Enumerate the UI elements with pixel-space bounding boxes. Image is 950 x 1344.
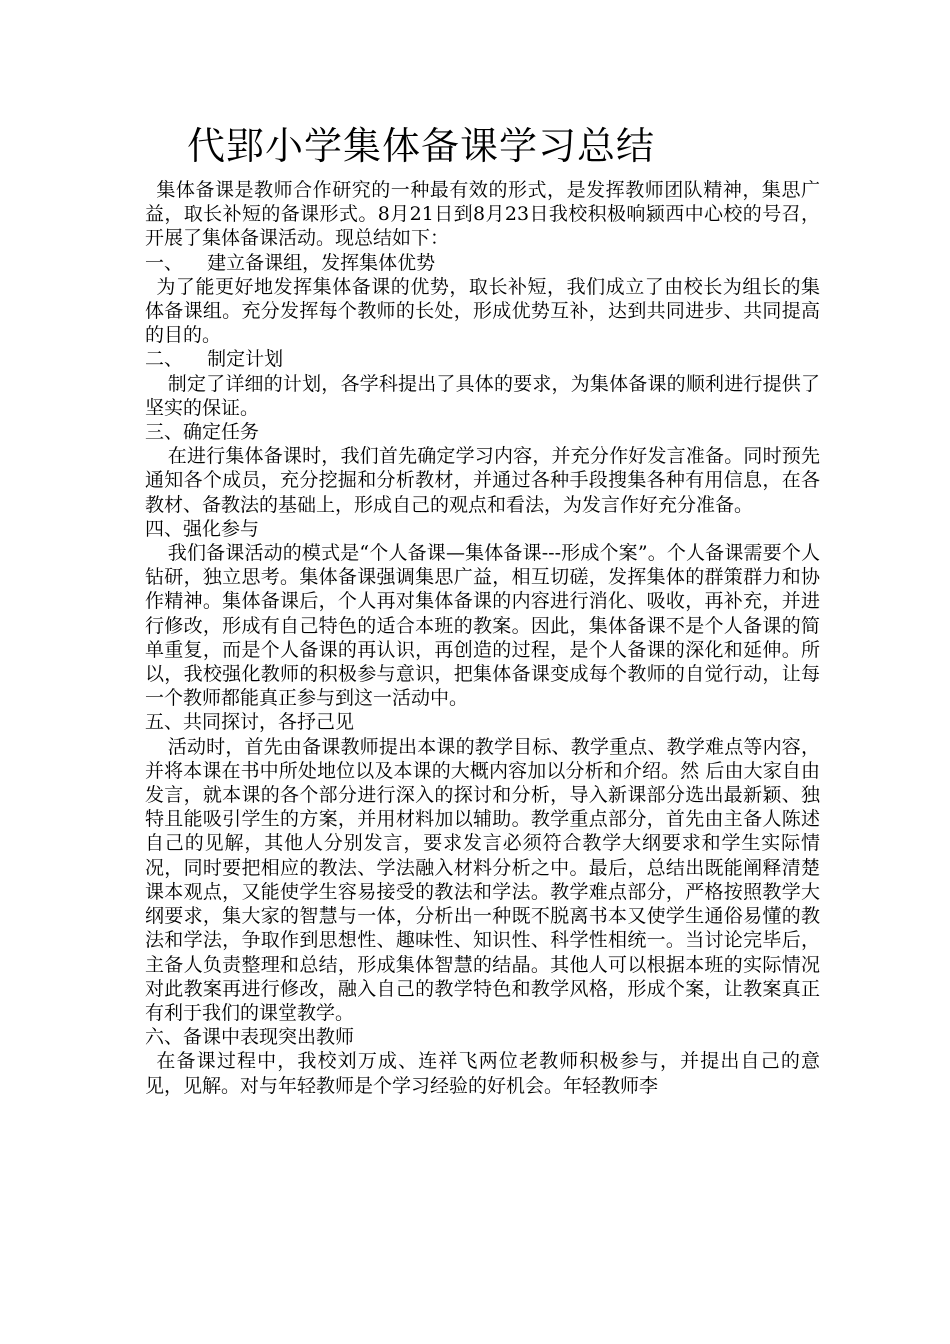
section-body-6: 在备课过程中，我校刘万成、连祥飞两位老教师积极参与，并提出自己的意见，见解。对与年轻教师是个学习经验的好机会。年轻教师李 [145, 1050, 820, 1097]
section-body-4: 我们备课活动的模式是“个人备课—集体备课---形成个案”。个人备课需要个人钻研，独立思考。集体备课强调集思广益，相互切磋，发挥集体的群策群力和协作精神。集体备课后，个人再对集体备课的内容进行消化、吸收，再补充，并进行修改，形成有自己特色的适合本班的教案。因此，集体备课不是个人备课的简单重复，而是个人备课的再认识，再创造的过程，是个人备课的深化和延伸。所以，我校强化教师的积极参与意识，把集体备课变成每个教师的自觉行动，让每一个教师都能真正参与到这一活动中。 [145, 542, 820, 710]
section-body-3: 在进行集体备课时，我们首先确定学习内容，并充分作好发言准备。同时预先通知各个成员，充分挖掘和分析教材，并通过各种手段搜集各种有用信息，在各教材、备教法的基础上，形成自己的观点和看法，为发言作好充分准备。 [145, 445, 820, 516]
intro-paragraph: 集体备课是教师合作研究的一种最有效的形式，是发挥教师团队精神，集思广益，取长补短的备课形式。8月21日到8月23日我校积极响颍西中心校的号召，开展了集体备课活动。现总结如下： [145, 179, 820, 250]
document-title: 代郢小学集体备课学习总结 [187, 124, 656, 168]
document-page [145, 120, 820, 1098]
section-heading-2: 二、 制定计划 [145, 348, 284, 371]
section-body-5: 活动时，首先由备课教师提出本课的教学目标、教学重点、教学难点等内容，并将本课在书中所处地位以及本课的大概内容加以分析和介绍。然 后由大家自由发言，就本课的各个部分进行深入的探讨和分析，导入新课部分选出最新颖、独特且能吸引学生的方案，并用材料加以辅助。教学重点部分，首先由主备人陈述自己的见解，其他人分别发言，要求发言必须符合教学大纲要求和学生实际情况，同时要把相应的教法、学法融入材料分析之中。最后，总结出既能阐释清楚课本观点，又能使学生容易接受的教法和学法。教学难点部分，严格按照教学大纲要求，集大家的智慧与一体，分析出一种既不脱离书本又使学生通俗易懂的教法和学法，争取作到思想性、趣味性、知识性、科学性相统一。当讨论完毕后，主备人负责整理和总结，形成集体智慧的结晶。其他人可以根据本班的实际情况对此教案再进行修改，融入自己的教学特色和教学风格，形成个案，让教案真正有利于我们的课堂教学。 [145, 735, 820, 1024]
section-body-1: 为了能更好地发挥集体备课的优势，取长补短，我们成立了由校长为组长的集体备课组。充分发挥每个教师的长处，形成优势互补，达到共同进步、共同提高的目的。 [145, 275, 820, 347]
section-heading-6: 六、备课中表现突出教师 [145, 1026, 355, 1049]
section-body-2: 制定了详细的计划，各学科提出了具体的要求，为集体备课的顺利进行提供了坚实的保证。 [145, 372, 820, 419]
section-heading-1: 一、 建立备课组，发挥集体优势 [145, 251, 436, 274]
section-heading-3: 三、确定任务 [145, 421, 260, 444]
section-heading-4: 四、强化参与 [145, 517, 260, 540]
section-heading-5: 五、共同探讨，各抒己见 [145, 711, 355, 734]
